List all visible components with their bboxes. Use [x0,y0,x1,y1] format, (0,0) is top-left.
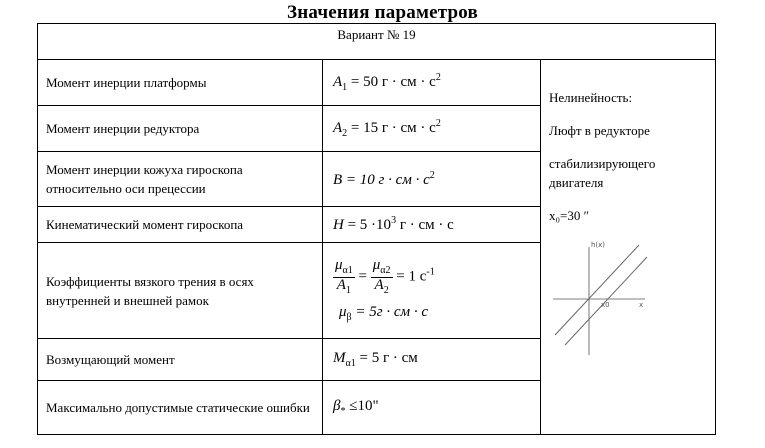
x0-value: x₀=30 ″ [549,208,590,223]
graph-y-label: h(x) [591,241,606,249]
formula-casing-inertia: B = 10 г · см · $с^2$ [323,152,541,207]
formula-reducer-inertia: $A_2 = 15$ г · см · $с^2$ [323,106,541,152]
fraction-1: $\frac{\mu_{\alpha 1}}{A_1}$ [335,257,353,296]
nonlinearity-title: Нелинейность: [549,90,633,105]
formula-disturbing-moment: $M_{\alpha 1} = 5$ г · см [323,339,541,381]
param-name-platform-inertia: Момент инерции платформы [38,60,323,106]
graph-line-upper [555,245,639,335]
backlash-graph [549,239,649,357]
variant-cell: Вариант № 19 [38,24,716,60]
formula-static-errors: $\beta_* \le 10$" [323,381,541,435]
fraction-2: $\frac{\mu_{\alpha 2}}{A_2}$ [372,257,391,296]
page-title: Значения параметров [287,2,478,23]
parameters-table [37,23,716,435]
param-name-viscous-friction: Коэффициенты вязкого трения в осях внутренней и внешней рамок [38,243,323,339]
motor-label: стабилизирующего двигателя [549,156,656,190]
param-name-kinetic-moment: Кинематический момент гироскопа [38,207,323,243]
nonlinearity-cell [541,60,716,435]
formula-platform-inertia: $A_1 = 50$ г · см · $с^2$ [323,60,541,106]
param-name-casing-inertia: Момент инерции кожуха гироскопа относительно оси прецессии [38,152,323,207]
graph-x0-label: x0 [601,301,610,309]
graph-x-label: x [639,301,644,309]
formula-viscous-friction: $\frac{\mu_{\alpha 1}}{A_1}$ = $\frac{\mu_{\alpha 2}}{A_2}$ = 1 $с^{-1}$ $\mu_\beta = 5г$ · см · с [323,243,541,339]
param-name-reducer-inertia: Момент инерции редуктора [38,106,323,152]
formula-kinetic-moment: $H = 5 \cdot 10^3$ г · см · с [323,207,541,243]
param-name-static-errors: Максимально допустимые статические ошибки [38,381,323,435]
backlash-label: Люфт в редукторе [549,123,650,138]
param-name-disturbing-moment: Возмущающий момент [38,339,323,381]
